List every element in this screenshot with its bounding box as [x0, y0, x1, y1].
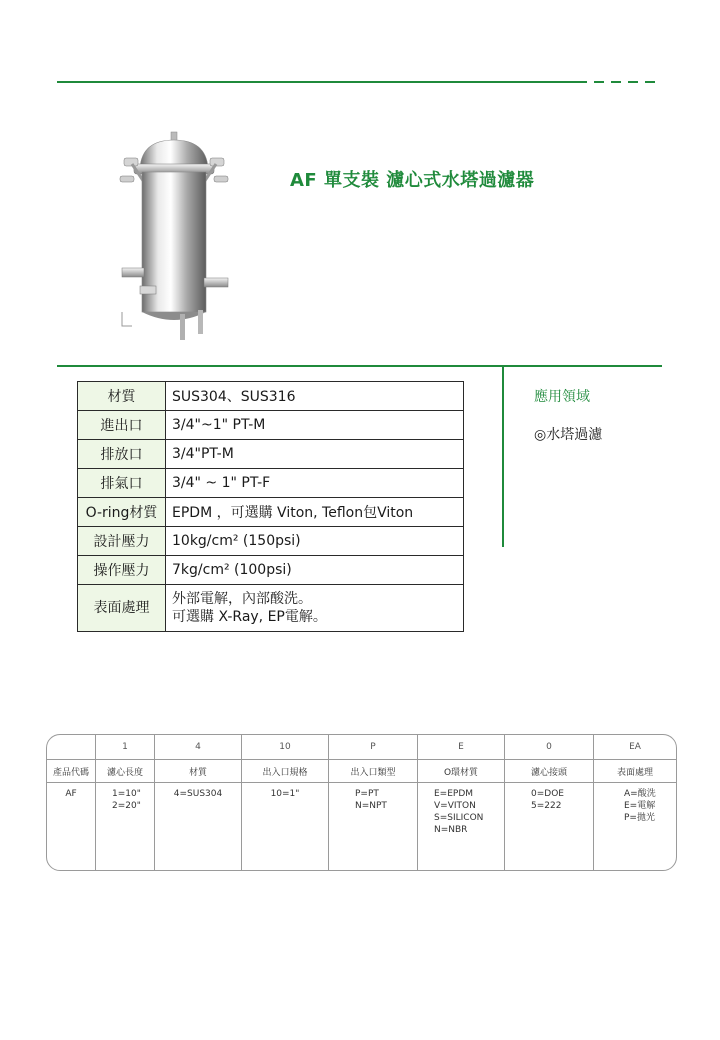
spec-row [78, 585, 464, 632]
order-code: 1 [96, 735, 155, 760]
order-code: 0 [505, 735, 594, 760]
order-option: 5=222 [531, 801, 562, 811]
order-code [47, 735, 96, 760]
order-options [155, 783, 242, 871]
spec-table [77, 381, 464, 632]
product-image [118, 128, 230, 344]
application-item: ◎水塔過濾 [534, 427, 603, 443]
spec-label: 進出口 [78, 411, 166, 440]
order-code: P [329, 735, 418, 760]
top-divider-dash [645, 81, 655, 83]
order-header: 濾心接頭 [505, 760, 594, 783]
order-options [96, 783, 155, 871]
order-header: 產品代碼 [47, 760, 96, 783]
order-header: 表面處理 [594, 760, 677, 783]
spec-value: SUS304、SUS316 [166, 382, 464, 411]
spec-label: 操作壓力 [78, 556, 166, 585]
order-options [418, 783, 505, 871]
order-code: 4 [155, 735, 242, 760]
spec-label: 排放口 [78, 440, 166, 469]
order-code-row [47, 735, 676, 760]
spec-row [78, 556, 464, 585]
order-option: E=EPDM [434, 789, 474, 799]
top-divider-dash [594, 81, 604, 83]
order-code: EA [594, 735, 677, 760]
spec-value: 10kg/cm² (150psi) [166, 527, 464, 556]
order-option: 4=SUS304 [173, 789, 223, 799]
spec-label: 材質 [78, 382, 166, 411]
order-header: 材質 [155, 760, 242, 783]
order-option: N=NPT [355, 801, 387, 811]
spec-value: 3/4"~1" PT-M [166, 411, 464, 440]
application-title: 應用領域 [534, 389, 590, 405]
section-divider [57, 365, 662, 367]
order-options [329, 783, 418, 871]
spec-value: 3/4"PT-M [166, 440, 464, 469]
order-code: E [418, 735, 505, 760]
top-divider-dash [628, 81, 638, 83]
order-options [242, 783, 329, 871]
order-option: P=PT [355, 789, 379, 799]
spec-value [166, 585, 464, 632]
spec-label: 設計壓力 [78, 527, 166, 556]
order-option: 10=1" [270, 789, 300, 799]
order-code-table [46, 734, 677, 871]
order-options [47, 783, 96, 871]
top-divider-dash [611, 81, 621, 83]
order-option: 0=DOE [531, 789, 564, 799]
spec-label: 表面處理 [78, 585, 166, 632]
order-option: 1=10" [112, 789, 141, 799]
spec-value: 3/4" ~ 1" PT-F [166, 469, 464, 498]
spec-value: EPDM ，可選購 Viton, Teflon包Viton [166, 498, 464, 527]
order-options [505, 783, 594, 871]
vertical-divider [502, 367, 504, 547]
order-option: E=電解 [624, 801, 656, 811]
page-title: AF 單支裝 濾心式水塔過濾器 [290, 170, 535, 191]
order-option: AF [65, 789, 77, 799]
order-header: O環材質 [418, 760, 505, 783]
spec-row [78, 440, 464, 469]
spec-value: 7kg/cm² (100psi) [166, 556, 464, 585]
order-option: P=拋光 [624, 813, 655, 823]
order-options-row [47, 783, 676, 871]
spec-row [78, 382, 464, 411]
spec-row [78, 527, 464, 556]
order-header-row [47, 760, 676, 783]
order-header: 出入口規格 [242, 760, 329, 783]
order-code: 10 [242, 735, 329, 760]
spec-row [78, 498, 464, 527]
spec-label: O-ring材質 [78, 498, 166, 527]
order-option: N=NBR [434, 825, 468, 835]
order-options [594, 783, 677, 871]
order-option: V=VITON [434, 801, 476, 811]
order-table [47, 735, 676, 870]
spec-row [78, 411, 464, 440]
order-header: 出入口類型 [329, 760, 418, 783]
spec-label: 排氣口 [78, 469, 166, 498]
order-option: S=SILICON [434, 813, 484, 823]
spec-row [78, 469, 464, 498]
spec-value-line: 外部電解，內部酸洗。 [172, 591, 312, 607]
top-divider [57, 81, 587, 83]
order-option: A=酸洗 [624, 789, 656, 799]
spec-value-line: 可選購 X-Ray, EP電解。 [172, 609, 327, 625]
order-option: 2=20" [112, 801, 141, 811]
order-header: 濾心長度 [96, 760, 155, 783]
